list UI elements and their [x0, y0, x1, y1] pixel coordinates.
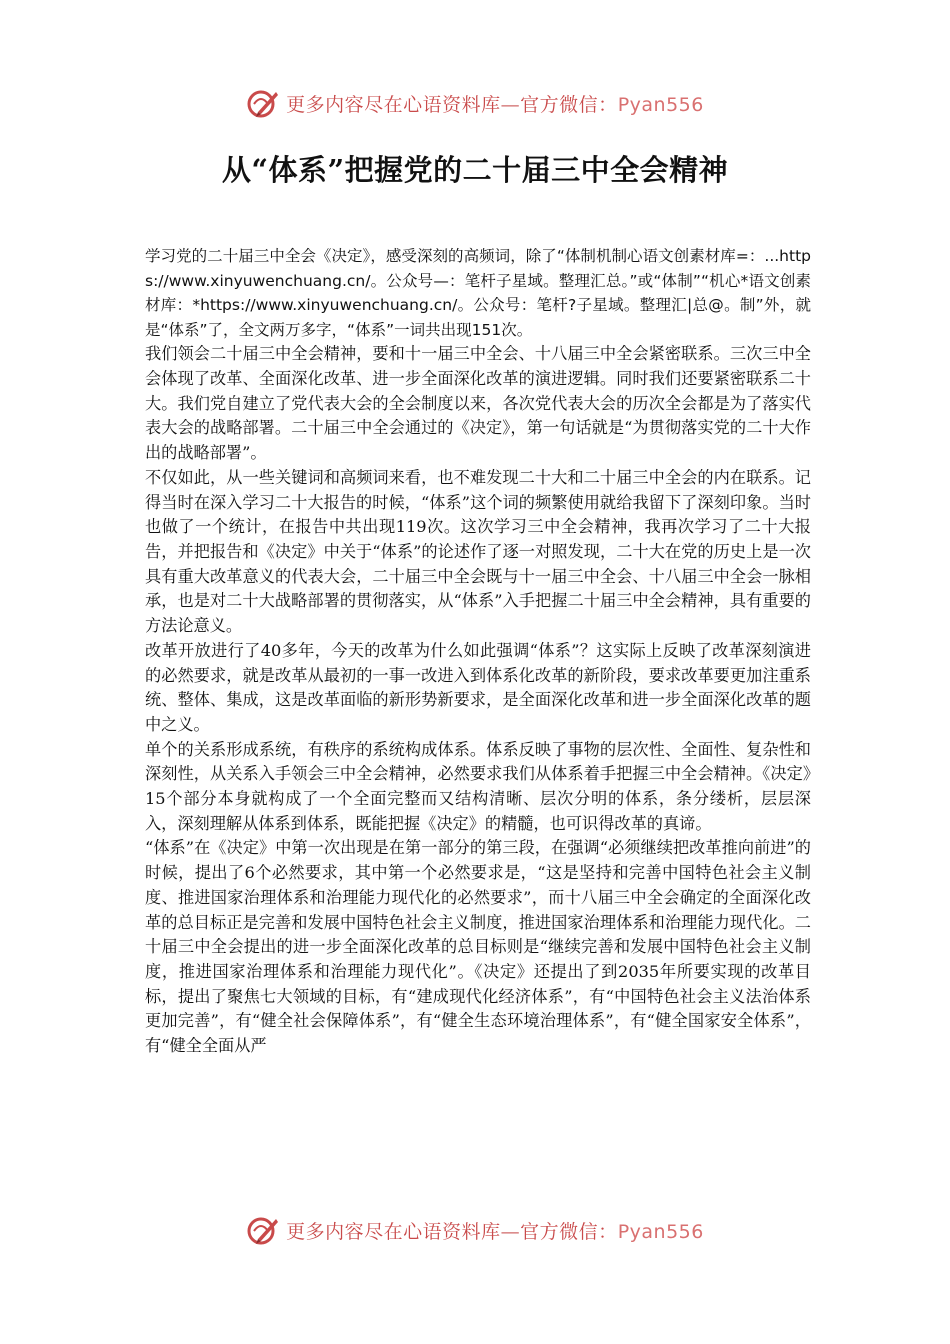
pen-swirl-logo-icon — [246, 1213, 280, 1247]
banner-separator: — — [500, 1220, 521, 1243]
pen-swirl-logo-icon — [246, 86, 280, 120]
banner-main-text: 更多内容尽在心语资料库 — [286, 1220, 501, 1243]
body-paragraph-3: 改革开放进行了40多年，今天的改革为什么如此强调“体系”？这实际上反映了改革深刻演进的必然要求，就是改革从最初的一事一改进入到体系化改革的新阶段，要求改革要更加注重系统、整体、集成，这是改革面临的新形势新要求，是全面深化改革和进一步全面深化改革的题中之义。 — [145, 640, 811, 734]
header-banner — [0, 83, 950, 123]
body-paragraph-4: 单个的关系形成系统，有秩序的系统构成体系。体系反映了事物的层次性、全面性、复杂性和深刻性，从关系入手领会三中全会精神，必然要求我们从体系着手把握三中全会精神。《决定》15个部分本身就构成了一个全面完整而又结构清晰、层次分明的体系，条分缕析，层层深入，深刻理解从体系到体系，既能把握《决定》的精髓，也可识得改革的真谛。 — [145, 739, 811, 833]
body-paragraph-5: “体系”在《决定》中第一次出现是在第一部分的第三段，在强调“必须继续把改革推向前进”的时候，提出了6个必然要求，其中第一个必然要求是，“这是坚持和完善中国特色社会主义制度、推进国家治理体系和治理能力现代化的必然要求”，而十八届三中全会确定的全面深化改革的总目标正是完善和发展中国特色社会主义制度，推进国家治理体系和治理能力现代化。二十届三中全会提出的进一步全面深化改革的总目标则是“继续完善和发展中国特色社会主义制度，推进国家治理体系和治理能力现代化”。《决定》还提出了到2035年所要实现的改革目标，提出了聚焦七大领域的目标，有“建成现代化经济体系”，有“中国特色社会主义法治体系更加完善”，有“健全社会保障体系”，有“健全生态环境治理体系”，有“健全国家安全体系”，有“健全全面从严 — [145, 838, 811, 1056]
banner-wechat-id: Pyan556 — [617, 93, 704, 116]
document-title: 从“体系”把握党的二十届三中全会精神 — [221, 153, 729, 187]
body-paragraph-1: 我们领会二十届三中全会精神，要和十一届三中全会、十八届三中全会紧密联系。三次三中全会体现了改革、全面深化改革、进一步全面深化改革的演进逻辑。同时我们还要紧密联系二十大。我们党自建立了党代表大会的全会制度以来，各次党代表大会的历次全会都是为了落实代表大会的战略部署。二十届三中全会通过的《决定》，第一句话就是“为贯彻落实党的二十大作出的战略部署”。 — [145, 344, 811, 463]
banner-separator: — — [500, 93, 521, 116]
banner-text — [286, 90, 704, 117]
intro-paragraph: 学习党的二十届三中全会《决定》，感受深刻的高频词，除了“体制机制心语文创素材库=：...https://www.xinyuwenchuang.cn/。公众号—：笔杆子星域。整理汇总。”或“体制”“机心*语文创素材库：*https://www.xinyuwenchuang.cn/。公众号：笔杆?子星域。整理汇|总@。制”外，就是“体系”了，全文两万多字，“体系”一词共出现151次。 — [145, 247, 811, 339]
document-body — [145, 244, 811, 1059]
footer-banner — [0, 1210, 950, 1250]
banner-label: 官方微信： — [520, 93, 618, 116]
banner-label: 官方微信： — [520, 1220, 618, 1243]
banner-wechat-id: Pyan556 — [617, 1220, 704, 1243]
banner-text — [286, 1217, 704, 1244]
body-paragraph-2: 不仅如此，从一些关键词和高频词来看，也不难发现二十大和二十届三中全会的内在联系。记得当时在深入学习二十大报告的时候，“体系”这个词的频繁使用就给我留下了深刻印象。当时也做了一个统计，在报告中共出现119次。这次学习三中全会精神，我再次学习了二十大报告，并把报告和《决定》中关于“体系”的论述作了逐一对照发现，二十大在党的历史上是一次具有重大改革意义的代表大会，二十届三中全会既与十一届三中全会、十八届三中全会一脉相承，也是对二十大战略部署的贯彻落实，从“体系”入手把握二十届三中全会精神，具有重要的方法论意义。 — [145, 467, 811, 636]
banner-main-text: 更多内容尽在心语资料库 — [286, 93, 501, 116]
